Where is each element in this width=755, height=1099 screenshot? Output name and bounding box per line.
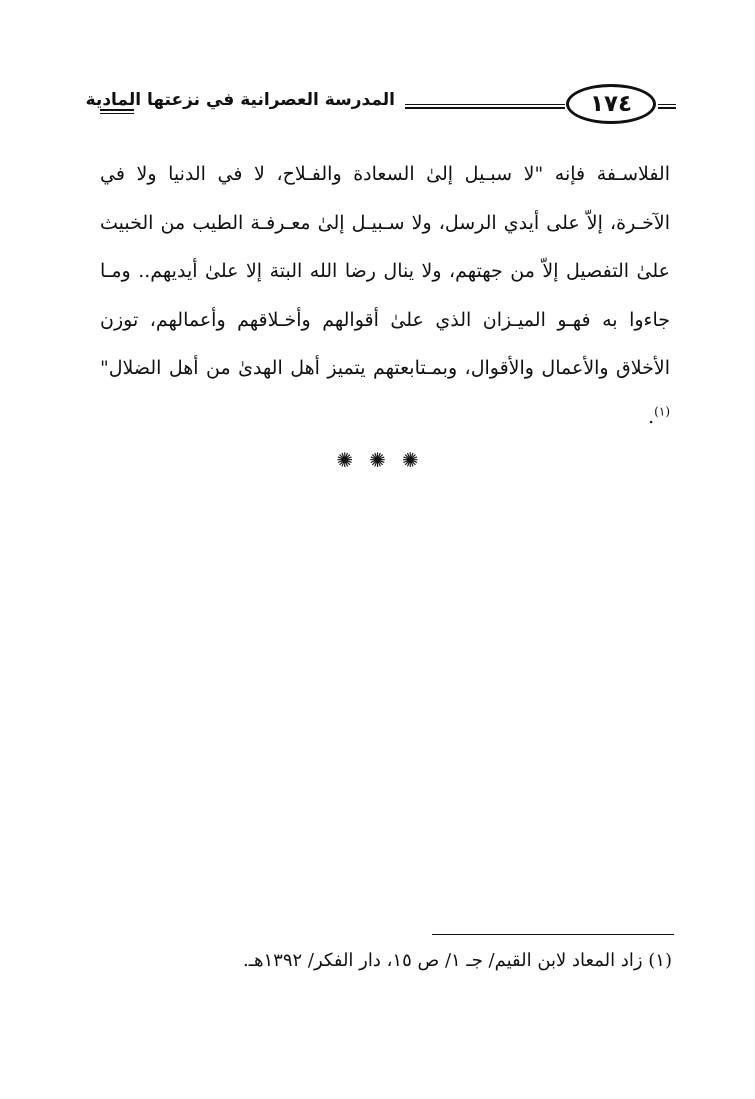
main-text <box>100 150 670 441</box>
footnote-divider <box>432 934 674 935</box>
paragraph-text: الفلاسـفة فإنه "لا سبـيل إلىٰ السعادة والفـلاح، لا في الدنيا ولا في الآخـرة، إلاّ على أيدي الرسل، ولا سـبيـل إلىٰ معـرفـة الطيب من الخبيث علىٰ التفصيل إلاّ من جهتهم، ولا ينال رضا الله البتة إلا علىٰ أيديهم.. ومـا جاءوا به فهـو الميـزان الذي علىٰ أقوالهم وأخـلاقهم وأعمالهم، توزن الأخلاق والأعمال والأقوال، وبمـتابعتهم يتميز أهل الهدىٰ من أهل الضلال" <box>100 163 670 379</box>
running-title: المدرسة العصرانية في نزعتها المادية <box>85 90 395 110</box>
page-number: ١٧٤ <box>566 84 656 124</box>
quote-paragraph <box>100 150 670 441</box>
paragraph-end-mark: . <box>648 405 655 428</box>
page-header <box>85 82 680 132</box>
footnote: (١) زاد المعاد لابن القيم/ جـ ١/ ص ١٥، دار الفكر/ ١٣٩٢هـ. <box>243 950 672 971</box>
ornament-star-icon: ✺ <box>336 448 354 472</box>
header-rule-middle <box>405 104 565 109</box>
footnote-reference: (١) <box>654 404 670 419</box>
section-separator <box>0 446 755 474</box>
ornament-star-icon: ✺ <box>369 448 386 472</box>
ornament-star-icon: ✺ <box>401 448 419 472</box>
header-rule-right <box>658 104 676 109</box>
